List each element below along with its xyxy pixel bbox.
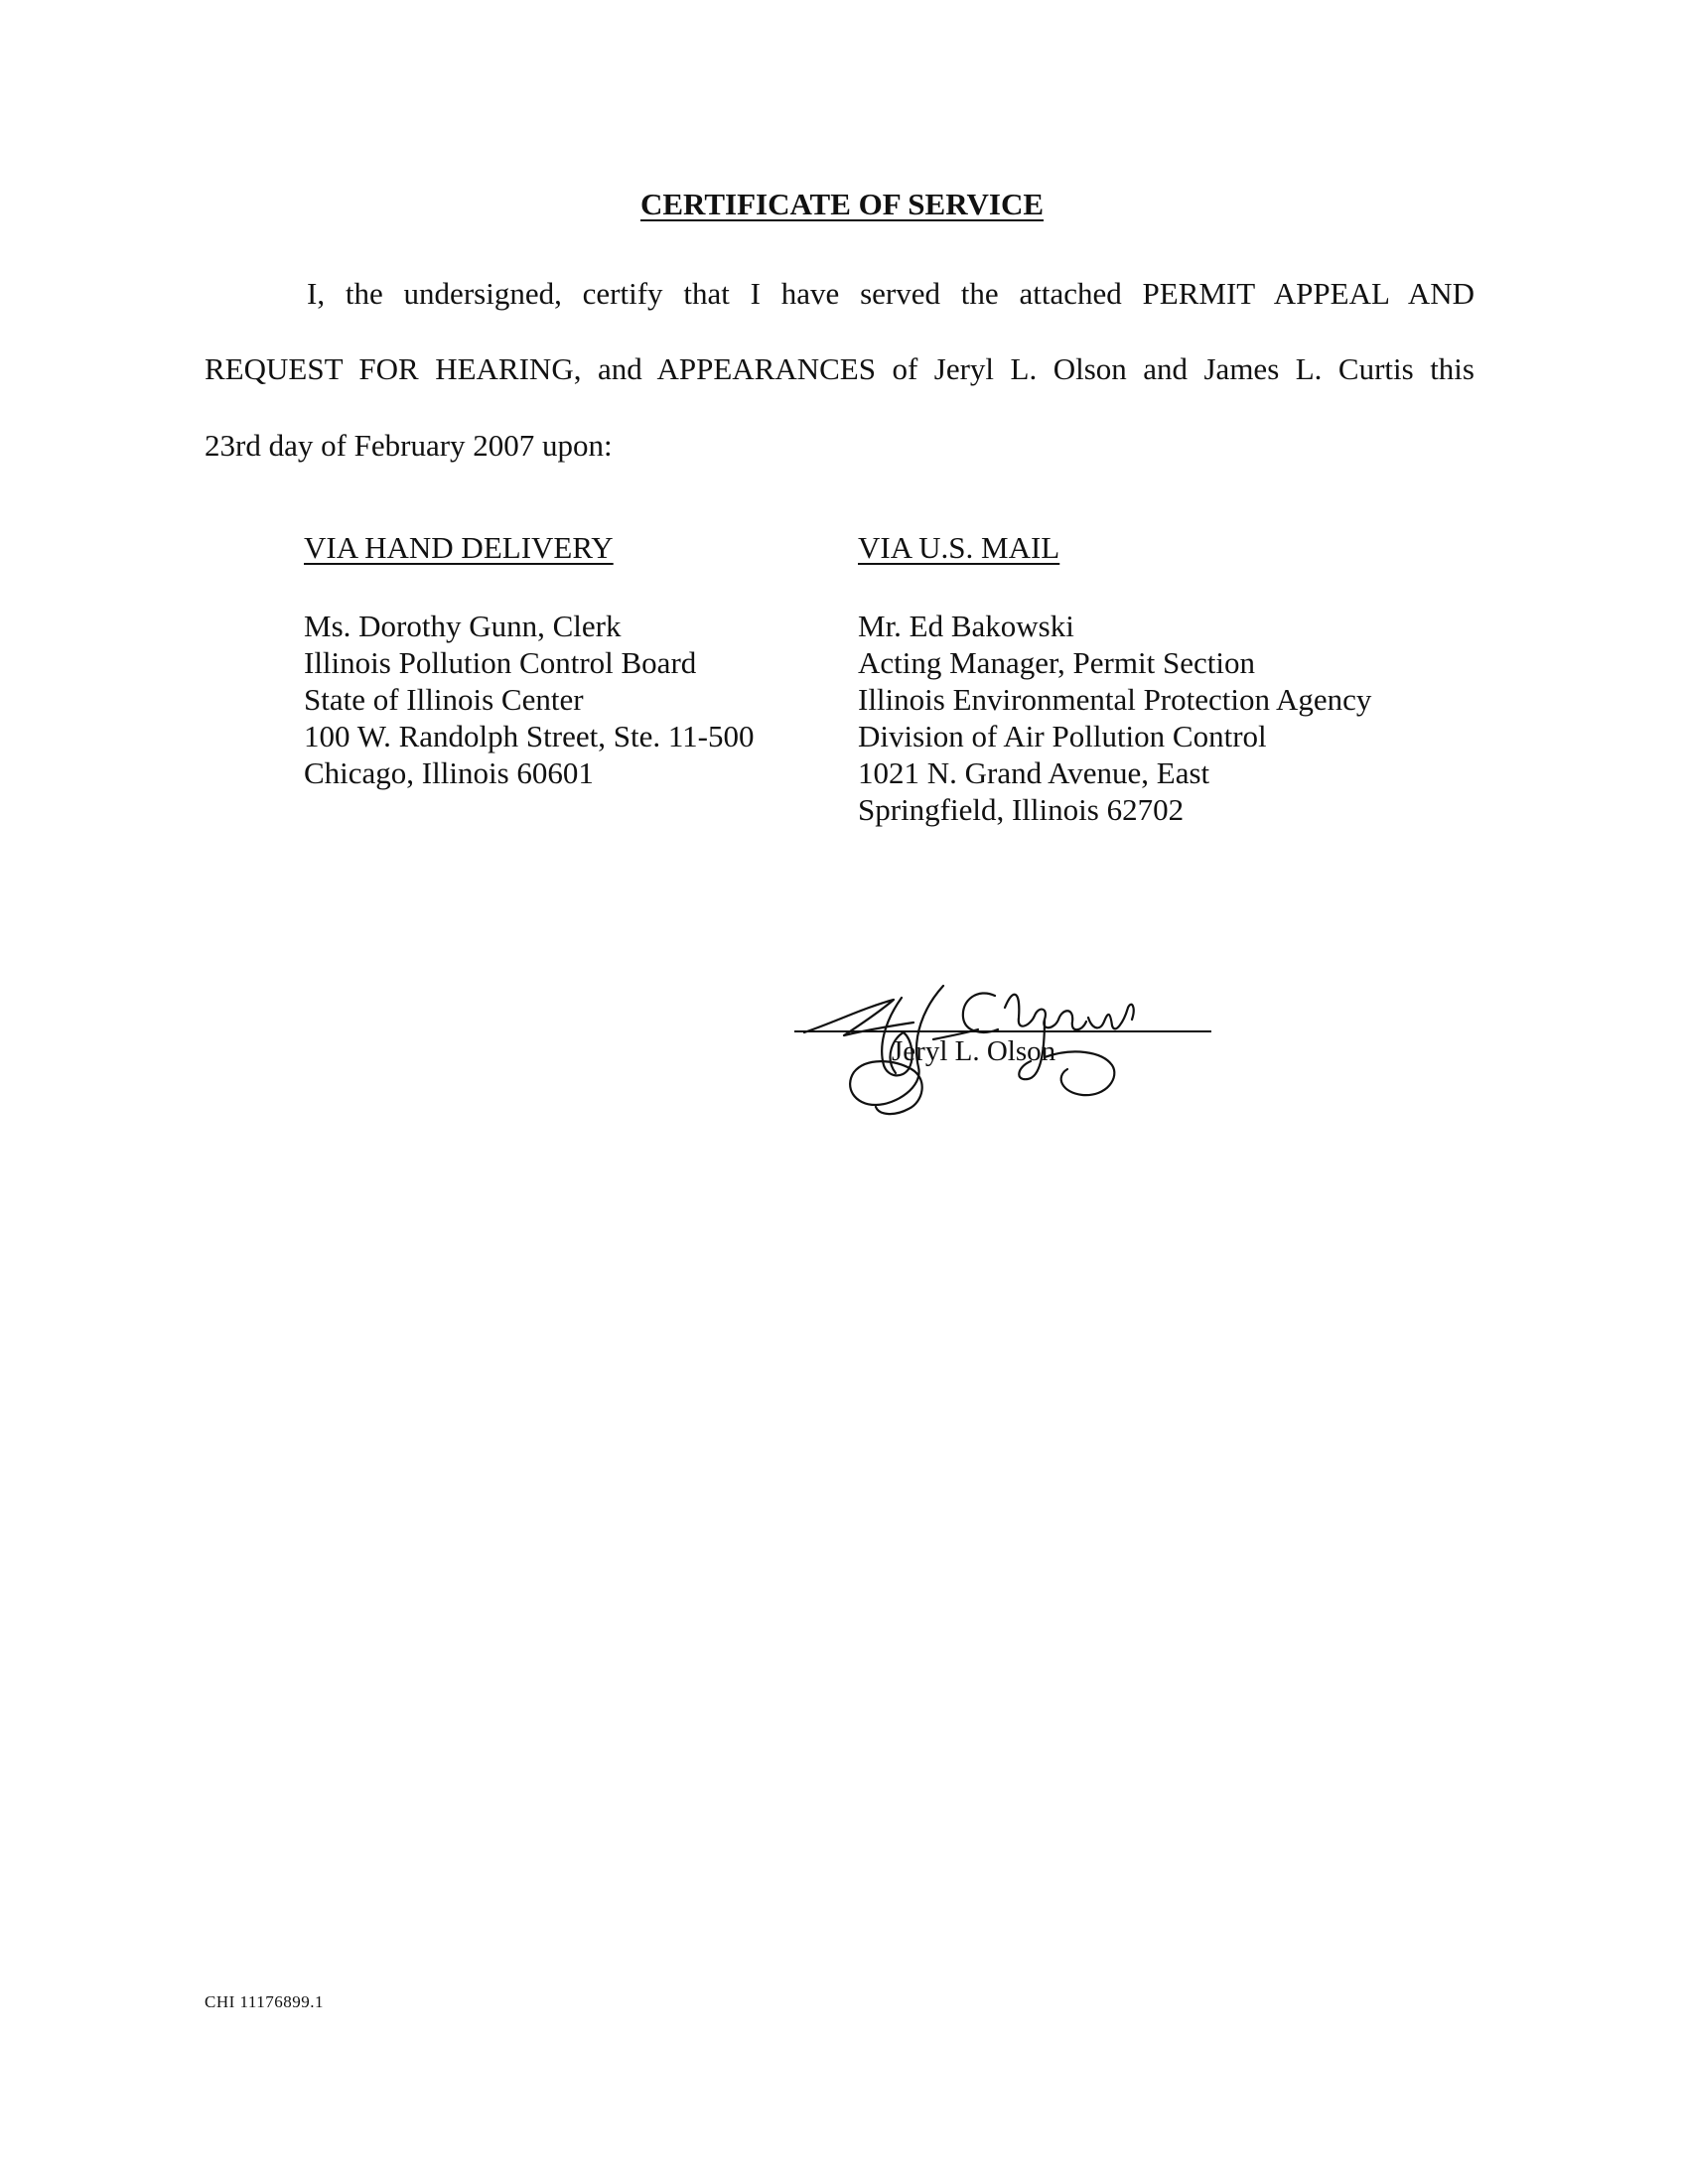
- us-mail-heading: VIA U.S. MAIL: [858, 530, 1060, 565]
- us-mail-line: Illinois Environmental Protection Agency: [858, 682, 1372, 717]
- hand-delivery-heading: VIA HAND DELIVERY: [304, 530, 614, 565]
- body-line-1: I, the undersigned, certify that I have served the attached PERMIT APPEAL AND: [307, 276, 1474, 311]
- page-title: CERTIFICATE OF SERVICE: [639, 187, 1045, 221]
- us-mail-line: Mr. Ed Bakowski: [858, 609, 1074, 643]
- hand-delivery-line: Chicago, Illinois 60601: [304, 755, 594, 790]
- body-line-3: 23rd day of February 2007 upon:: [205, 428, 613, 463]
- hand-delivery-line: Illinois Pollution Control Board: [304, 645, 697, 680]
- us-mail-line: 1021 N. Grand Avenue, East: [858, 755, 1210, 790]
- body-line-2: REQUEST FOR HEARING, and APPEARANCES of Jeryl L. Olson and James L. Curtis this: [205, 351, 1474, 386]
- hand-delivery-address: [304, 608, 755, 791]
- hand-delivery-line: 100 W. Randolph Street, Ste. 11-500: [304, 719, 755, 753]
- us-mail-line: Division of Air Pollution Control: [858, 719, 1267, 753]
- handwritten-signature: [784, 978, 1241, 1127]
- signature-block: [784, 978, 1241, 1127]
- us-mail-line: Springfield, Illinois 62702: [858, 792, 1185, 827]
- hand-delivery-line: State of Illinois Center: [304, 682, 584, 717]
- signature-printed-name: Jeryl L. Olson: [892, 1035, 1056, 1067]
- us-mail-line: Acting Manager, Permit Section: [858, 645, 1255, 680]
- hand-delivery-line: Ms. Dorothy Gunn, Clerk: [304, 609, 622, 643]
- us-mail-address: [858, 608, 1371, 828]
- document-id-footer: CHI 11176899.1: [205, 1992, 325, 2011]
